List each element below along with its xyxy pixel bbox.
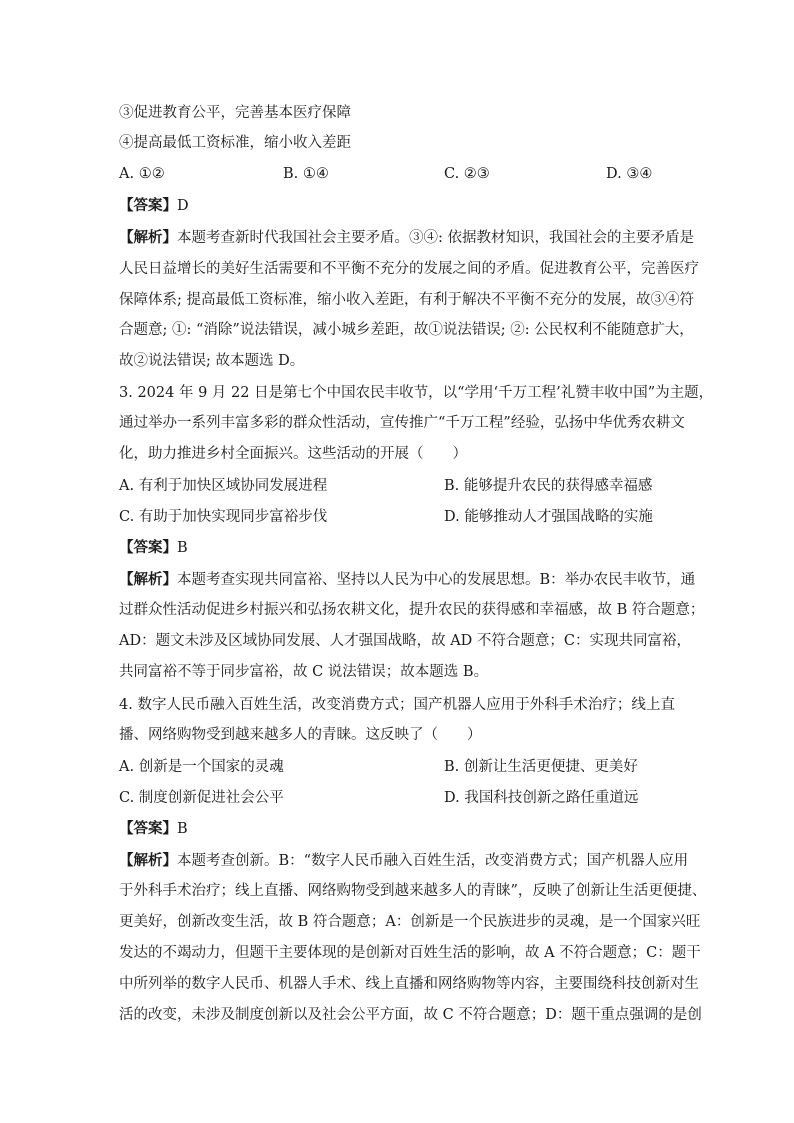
q2-statement-4: ④提高最低工资标准，缩小收入差距: [119, 135, 351, 151]
q2-answer: 【答案】D: [119, 197, 189, 214]
q2-option-c: C. ②③: [444, 166, 490, 182]
q4-stem-line-1: 4. 数字人民币融入百姓生活，改变消费方式；国产机器人应用于外科手术治疗；线上直: [119, 697, 675, 713]
q4-option-d: D. 我国科技创新之路任重道远: [444, 790, 639, 806]
q4-analysis-line-1: 【解析】本题考查创新。B：“数字人民币融入百姓生活，改变消费方式；国产机器人应用: [119, 852, 689, 869]
q2-analysis-line-3: 保障体系; 提高最低工资标准，缩小收入差距，有利于解决不平衡不充分的发展，故③④符: [119, 292, 694, 308]
q4-analysis-line-3: 更美好，创新改变生活，故 B 符合题意；A：创新是一个民族进步的灵魂，是一个国家兴旺: [119, 914, 701, 930]
q4-answer: 【答案】B: [119, 820, 188, 837]
q2-option-b: B. ①④: [283, 166, 329, 182]
answer-label: 【答案】: [119, 820, 177, 837]
q3-option-c: C. 有助于加快实现同步富裕步伐: [119, 509, 328, 525]
answer-label: 【答案】: [119, 539, 177, 556]
analysis-label: 【解析】: [119, 852, 177, 869]
q3-analysis-line-3: AD：题文未涉及区域协同发展、人才强国战略，故 AD 不符合题意；C：实现共同富裕，: [119, 633, 692, 649]
q3-option-a: A. 有利于加快区域协同发展进程: [119, 478, 328, 494]
q3-analysis-line-4: 共同富裕不等于同步富裕，故 C 说法错误；故本题选 B。: [119, 664, 489, 680]
q3-analysis-line-2: 过群众性活动促进乡村振兴和弘扬农耕文化，提升农民的获得感和幸福感，故 B 符合题意；: [119, 602, 705, 618]
q4-stem-line-2: 播、网络购物受到越来越多人的青睐。这反映了（ ）: [119, 727, 482, 743]
q2-analysis-line-2: 人民日益增长的美好生活需要和不平衡不充分的发展之间的矛盾。促进教育公平，完善医疗: [119, 261, 699, 277]
q4-analysis-line-4: 发达的不竭动力，但题干主要体现的是创新对百姓生活的影响，故 A 不符合题意；C：题干: [119, 945, 701, 961]
analysis-label: 【解析】: [119, 571, 177, 588]
q4-option-c: C. 制度创新促进社会公平: [119, 790, 284, 806]
q2-statement-3: ③促进教育公平，完善基本医疗保障: [119, 105, 351, 121]
q4-option-a: A. 创新是一个国家的灵魂: [119, 759, 284, 775]
q4-analysis-line-2: 于外科手术治疗；线上直播、网络购物受到越来越多人的青睐”，反映了创新让生活更便捷、: [119, 883, 707, 899]
answer-label: 【答案】: [119, 197, 177, 214]
q3-analysis-line-1: 【解析】本题考查实现共同富裕、坚持以人民为中心的发展思想。B：举办农民丰收节，通: [119, 571, 696, 588]
q4-analysis-line-6: 活的改变，未涉及制度创新以及社会公平方面，故 C 不符合题意；D：题干重点强调的是创: [119, 1007, 702, 1023]
q3-stem-line-3: 化，助力推进乡村全面振兴。这些活动的开展（ ）: [119, 446, 467, 462]
q2-option-d: D. ③④: [606, 166, 653, 182]
q3-stem-line-1: 3. 2024 年 9 月 22 日是第七个中国农民丰收节，以“学用‘千万工程’礼赞丰收中国”为主题，: [119, 385, 714, 401]
q2-analysis-line-4: 合题意; ①: “消除”说法错误，减小城乡差距，故①说法错误; ②: 公民权利不能随意扩大，: [119, 322, 694, 338]
q3-stem-line-2: 通过举办一系列丰富多彩的群众性活动，宣传推广“千万工程”经验，弘扬中华优秀农耕文: [119, 415, 685, 431]
q3-answer: 【答案】B: [119, 539, 188, 556]
q3-option-b: B. 能够提升农民的获得感幸福感: [444, 478, 653, 494]
q3-option-d: D. 能够推动人才强国战略的实施: [444, 509, 653, 525]
q2-analysis-line-1: 【解析】本题考查新时代我国社会主要矛盾。③④: 依据教材知识，我国社会的主要矛盾是: [119, 229, 694, 246]
q2-analysis-line-5: 故②说法错误; 故本题选 D。: [119, 353, 305, 369]
analysis-label: 【解析】: [119, 229, 177, 246]
q4-option-b: B. 创新让生活更便捷、更美好: [444, 759, 638, 775]
q2-option-a: A. ①②: [119, 166, 165, 182]
q4-analysis-line-5: 中所列举的数字人民币、机器人手术、线上直播和网络购物等内容，主要围绕科技创新对生: [119, 976, 699, 992]
